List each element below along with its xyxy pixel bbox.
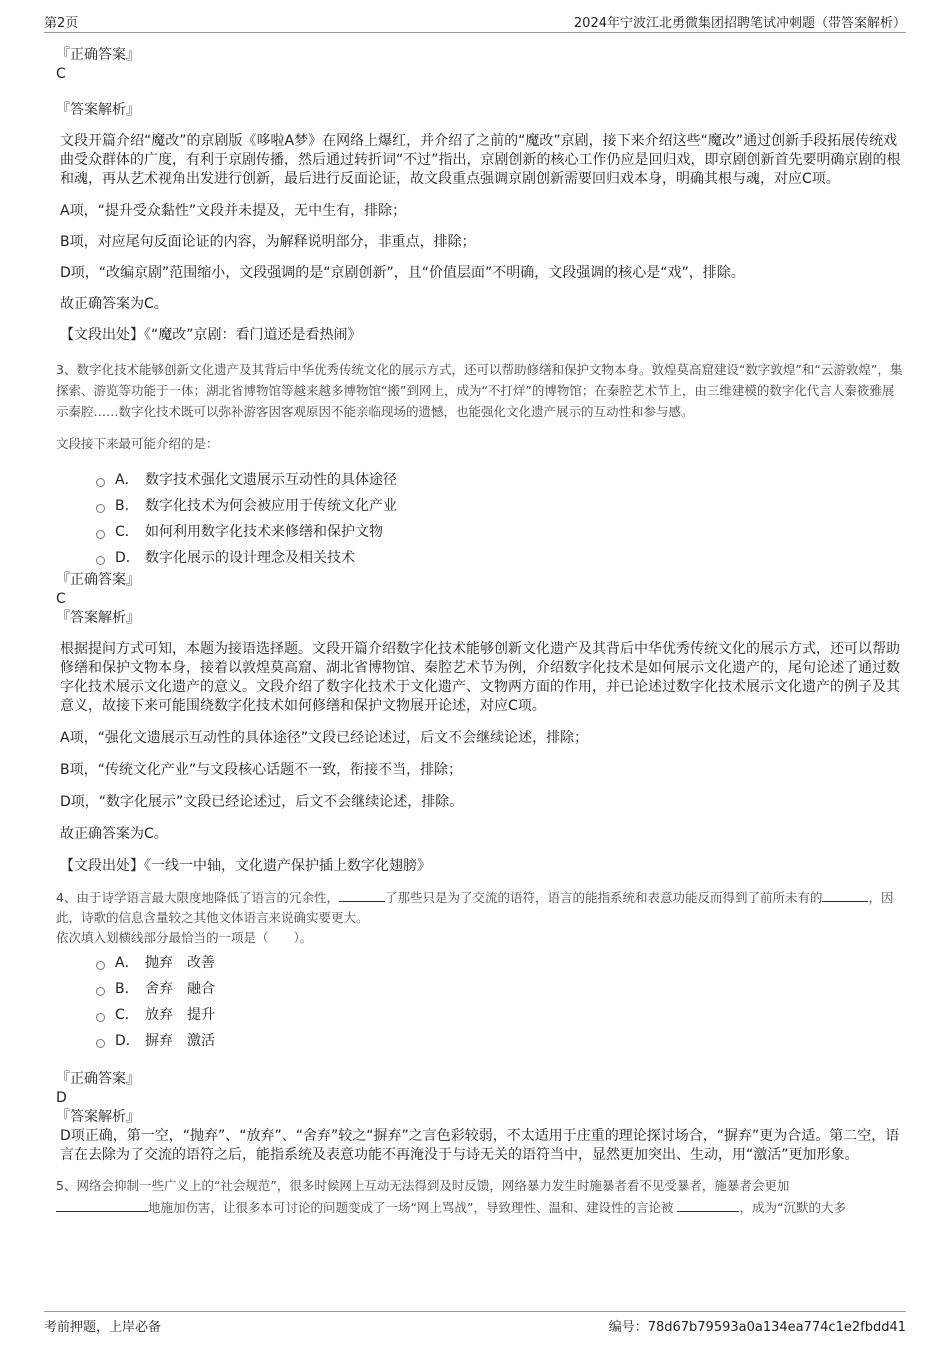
radio-icon[interactable]	[96, 987, 105, 996]
footer-slogan: 考前押题，上岸必备	[44, 1320, 162, 1335]
question-text: 5、网络会抑制一些广义上的“社会规范”，很多时候网上互动无法得到及时反馈，网络暴力发生时施暴者看不见受暴者，施暴者会更加 地施加伤害，让很多本可讨论的问题变成了一场“网上骂战”，导致理性、温和、建设性的言论被 ，成为“沉默的大多	[56, 1178, 846, 1215]
analysis-item: D项，“数字化展示”文段已经论述过，后文不会继续论述，排除。	[60, 794, 464, 810]
question-prompt: 依次填入划横线部分最恰当的一项是（ ）。	[56, 930, 313, 945]
option-a[interactable]: A． 数字技术强化文遗展示互动性的具体途径	[96, 467, 906, 493]
document-code: 编号：78d67b79593a0a134ea774c1e2fbdd41	[608, 1320, 906, 1335]
radio-icon[interactable]	[96, 530, 105, 539]
document-title: 2024年宁波江北勇微集团招聘笔试冲刺题（带答案解析）	[573, 16, 906, 31]
option-b[interactable]: B． 数字化技术为何会被应用于传统文化产业	[96, 493, 906, 519]
radio-icon[interactable]	[96, 961, 105, 970]
analysis-item: A项，“强化文遗展示互动性的具体途径”文段已经论述过，后文不会继续论述，排除；	[60, 730, 589, 746]
question-text: 4、由于诗学语言最大限度地降低了语言的冗余性， 了那些只是为了交流的语符，语言的能指系统和表意功能反而得到了前所未有的 ，因此，诗歌的信息含量较之其他文体语言来说确实要更大。	[56, 890, 894, 925]
option-a[interactable]: A． 抛弃 改善	[96, 950, 906, 976]
option-list	[56, 467, 906, 571]
analysis-text: 根据提问方式可知，本题为接语选择题。文段开篇介绍数字化技术能够创新文化遗产及其背后中华优秀传统文化的展示方式，还可以帮助修缮和保护文物本身，接着以敦煌莫高窟、湖北省博物馆、秦腔艺术节为例，介绍数字化技术是如何展示文化遗产的，尾句论述了通过数字化技术展示文化遗产的意义。文段介绍了数字化技术于文化遗产、文物两方面的作用，并已论述过数字化技术展示文化遗产的例子及其意义，故接下来可能围绕数字化技术如何修缮和保护文物展开论述，对应C项。	[60, 641, 900, 714]
answer-value: C	[56, 66, 66, 82]
fill-blank	[339, 889, 385, 902]
analysis-conclusion: 故正确答案为C。	[60, 826, 168, 842]
fill-blank	[822, 889, 868, 902]
analysis-conclusion: 故正确答案为C。	[60, 296, 168, 312]
question-prompt: 文段接下来最可能介绍的是：	[56, 436, 219, 451]
option-d[interactable]: D． 摒弃 激活	[96, 1028, 906, 1054]
option-list	[56, 950, 906, 1054]
answer-label: 『正确答案』	[56, 1071, 140, 1087]
radio-icon[interactable]	[96, 1039, 105, 1048]
analysis-item: A项，“提升受众黏性”文段并未提及，无中生有，排除；	[60, 203, 407, 219]
analysis-item: B项，“传统文化产业”与文段核心话题不一致，衔接不当，排除；	[60, 762, 463, 778]
option-c[interactable]: C． 如何利用数字化技术来修缮和保护文物	[96, 519, 906, 545]
answer-value: D	[56, 1090, 67, 1106]
option-c[interactable]: C． 放弃 提升	[96, 1002, 906, 1028]
analysis-label: 『答案解析』	[56, 102, 140, 118]
option-d[interactable]: D． 数字化展示的设计理念及相关技术	[96, 545, 906, 571]
page-number: 第2页	[44, 16, 79, 31]
radio-icon[interactable]	[96, 556, 105, 565]
fill-blank	[56, 1199, 148, 1212]
question-text: 3、数字化技术能够创新文化遗产及其背后中华优秀传统文化的展示方式，还可以帮助修缮和保护文物本身。敦煌莫高窟建设“数字敦煌”和“云游敦煌”，集探索、游览等功能于一体；湖北省博物馆等越来越多博物馆“搬”到网上，成为“不打烊”的博物馆；在秦腔艺术节上，由三维建模的数字化代言人秦筱雅展示秦腔……数字化技术既可以弥补游客因客观原因不能亲临现场的遗憾，也能强化文化遗产展示的互动性和参与感。	[56, 362, 903, 419]
analysis-item: D项，“改编京剧”范围缩小，文段强调的是“京剧创新”，且“价值层面”不明确，文段强调的核心是“戏”，排除。	[60, 265, 745, 281]
radio-icon[interactable]	[96, 504, 105, 513]
page-footer	[44, 1311, 906, 1336]
analysis-label: 『答案解析』	[56, 1109, 140, 1125]
radio-icon[interactable]	[96, 478, 105, 487]
answer-label: 『正确答案』	[56, 47, 140, 63]
source-citation: 【文段出处】《一线一中轴，文化遗产保护插上数字化翅膀》	[60, 858, 431, 874]
option-b[interactable]: B． 舍弃 融合	[96, 976, 906, 1002]
document-body	[56, 46, 906, 1219]
analysis-text: 文段开篇介绍“魔改”的京剧版《哆啦A梦》在网络上爆红，并介绍了之前的“魔改”京剧，接下来介绍这些“魔改”通过创新手段拓展传统戏曲受众群体的广度，有利于京剧传播，然后通过转折词“不过”指出，京剧创新的核心工作仍应是回归戏，即京剧创新首先要明确京剧的根和魂，再从艺术视角出发进行创新，最后进行反面论证，故文段重点强调京剧创新需要回归戏本身，明确其根与魂，对应C项。	[60, 133, 901, 187]
answer-label: 『正确答案』	[56, 572, 140, 588]
analysis-text: D项正确，第一空，“抛弃”、“放弃”、“舍弃”较之“摒弃”之言色彩较弱，不太适用于庄重的理论探讨场合，“摒弃”更为合适。第二空，语言在去除为了交流的语符之后，能指系统及表意功能不再淹没于与诗无关的语符当中，显然更加突出、生动，用“激活”更加形象。	[60, 1128, 900, 1163]
analysis-item: B项，对应尾句反面论证的内容，为解释说明部分，非重点，排除；	[60, 234, 476, 250]
answer-value: C	[56, 591, 66, 607]
fill-blank	[677, 1199, 739, 1212]
radio-icon[interactable]	[96, 1013, 105, 1022]
page-header	[44, 10, 906, 33]
source-citation: 【文段出处】《“魔改”京剧：看门道还是看热闹》	[60, 327, 362, 343]
analysis-label: 『答案解析』	[56, 610, 140, 626]
